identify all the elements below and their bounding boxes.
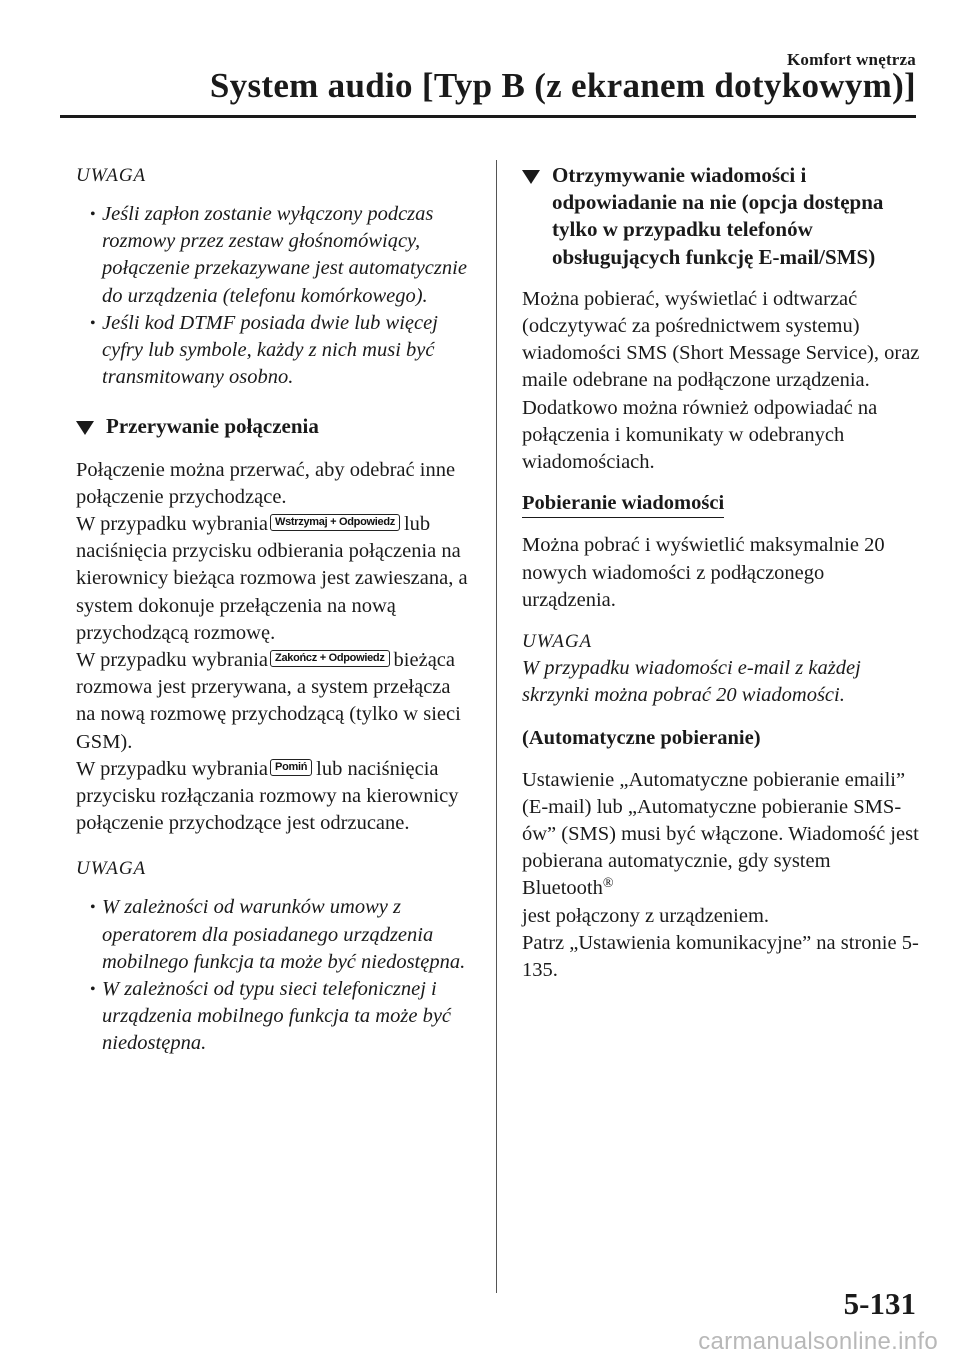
triangle-marker-icon: [522, 170, 540, 184]
paragraph: Połączenie można przerwać, aby odebrać inne połączenie przychodzące.: [76, 458, 456, 508]
note-item-text: W zależności od warunków umowy z operatorem dla posiadanego urządzenia mobilnego funkcja ta może być niedostępna.: [102, 896, 466, 973]
skip-button: Pomiń: [270, 759, 312, 776]
triangle-marker-icon: [76, 421, 94, 435]
bullet-icon: •: [90, 899, 96, 917]
paren-heading: (Automatyczne pobieranie): [522, 727, 761, 750]
paragraph: [76, 511, 474, 647]
note-text: W przypadku wiadomości e-mail z każdej skrzynki można pobrać 20 wiadomości.: [522, 657, 861, 707]
paragraph-text: jest połączony z urządzeniem.: [522, 904, 770, 927]
watermark: carmanualsonline.info: [698, 1328, 938, 1355]
bullet-icon: •: [90, 981, 96, 999]
paragraph-text: lub naciśnięcia przycisku rozłączania rozmowy na kierownicy połączenie przychodzące jest odrzucane.: [76, 757, 459, 835]
paragraph: Można pobrać i wyświetlić maksymalnie 20 nowych wiadomości z podłączonego urządzenia.: [522, 534, 885, 611]
registered-mark: ®: [602, 876, 614, 892]
paragraph-text: W przypadku wybrania: [76, 649, 269, 672]
paragraph-text: Ustawienie „Automatyczne pobieranie emaili” (E-mail) lub „Automatyczne pobieranie SMS-ów” (SMS) musi być włączone. Wiadomość jest pobierana automatycznie, gdy system Bluetooth: [522, 768, 919, 900]
note-item: [76, 894, 474, 976]
note-item: [76, 310, 474, 392]
note-label: UWAGA: [522, 631, 593, 653]
bullet-icon: •: [90, 206, 96, 223]
header-section-label: Komfort wnętrza: [786, 50, 916, 69]
paragraph-text: bieżąca rozmowa jest przerywana, a system przełącza na nową rozmowę przychodzącą (tylko w sieci GSM).: [76, 649, 461, 753]
note-item-text: W zależności od typu sieci telefonicznej i urządzenia mobilnego funkcja ta może być niedostępna.: [102, 978, 452, 1055]
section-heading: [76, 413, 474, 440]
column-divider: [496, 160, 497, 1293]
note-item: [76, 976, 474, 1058]
paragraph: Dodatkowo można również odpowiadać na połączenia i komunikaty w odebranych wiadomościach.: [522, 396, 878, 474]
paragraph: Można pobierać, wyświetlać i odtwarzać (odczytywać za pośrednictwem systemu) wiadomości SMS (Short Message Service), oraz maile odebrane na podłączone urządzenia.: [522, 287, 920, 392]
right-column: [522, 162, 920, 984]
section-heading-text: Otrzymywanie wiadomości i odpowiadanie na nie (opcja dostępna tylko w przypadku telefonów obsługujących funkcję E-mail/SMS): [552, 163, 884, 269]
end-answer-button: Zakończ + Odpowiedz: [270, 650, 390, 667]
left-column: [76, 162, 474, 1058]
paragraph: [76, 756, 474, 838]
paragraph: [522, 767, 920, 930]
note-label: UWAGA: [76, 165, 147, 186]
sub-heading: Pobieranie wiadomości: [522, 490, 724, 518]
note-list: [76, 201, 474, 391]
paragraph-text: lub naciśnięcia przycisku odbierania połączenia na kierownicy bieżąca rozmowa jest zawieszana, a system dokonuje przełączenia na nową przychodzącą rozmowę.: [76, 513, 468, 644]
paragraph-text: W przypadku wybrania: [76, 757, 269, 780]
cross-reference: Patrz „Ustawienia komunikacyjne” na stronie 5-135.: [522, 931, 919, 982]
note-item-text: Jeśli kod DTMF posiada dwie lub więcej cyfry lub symbole, każdy z nich musi być transmitowany osobno.: [102, 311, 438, 389]
paragraph: [76, 647, 474, 756]
note-item-text: Jeśli zapłon zostanie wyłączony podczas rozmowy przez zestaw głośnomówiący, połączenie przekazywane jest automatycznie do urządzenia (telefonu komórkowego).: [102, 203, 467, 307]
section-heading: [522, 162, 920, 271]
header-rule: [60, 115, 916, 118]
header-title: System audio [Typ B (z ekranem dotykowym)]: [209, 66, 916, 105]
page-number: 5-131: [843, 1286, 916, 1321]
bullet-icon: •: [90, 314, 96, 332]
hold-answer-button: Wstrzymaj + Odpowiedz: [270, 514, 400, 531]
note-list: [76, 894, 474, 1057]
section-heading-text: Przerywanie połączenia: [106, 414, 319, 439]
paragraph-text: W przypadku wybrania: [76, 513, 269, 536]
note-label: UWAGA: [76, 858, 147, 880]
note-item: [76, 201, 474, 310]
